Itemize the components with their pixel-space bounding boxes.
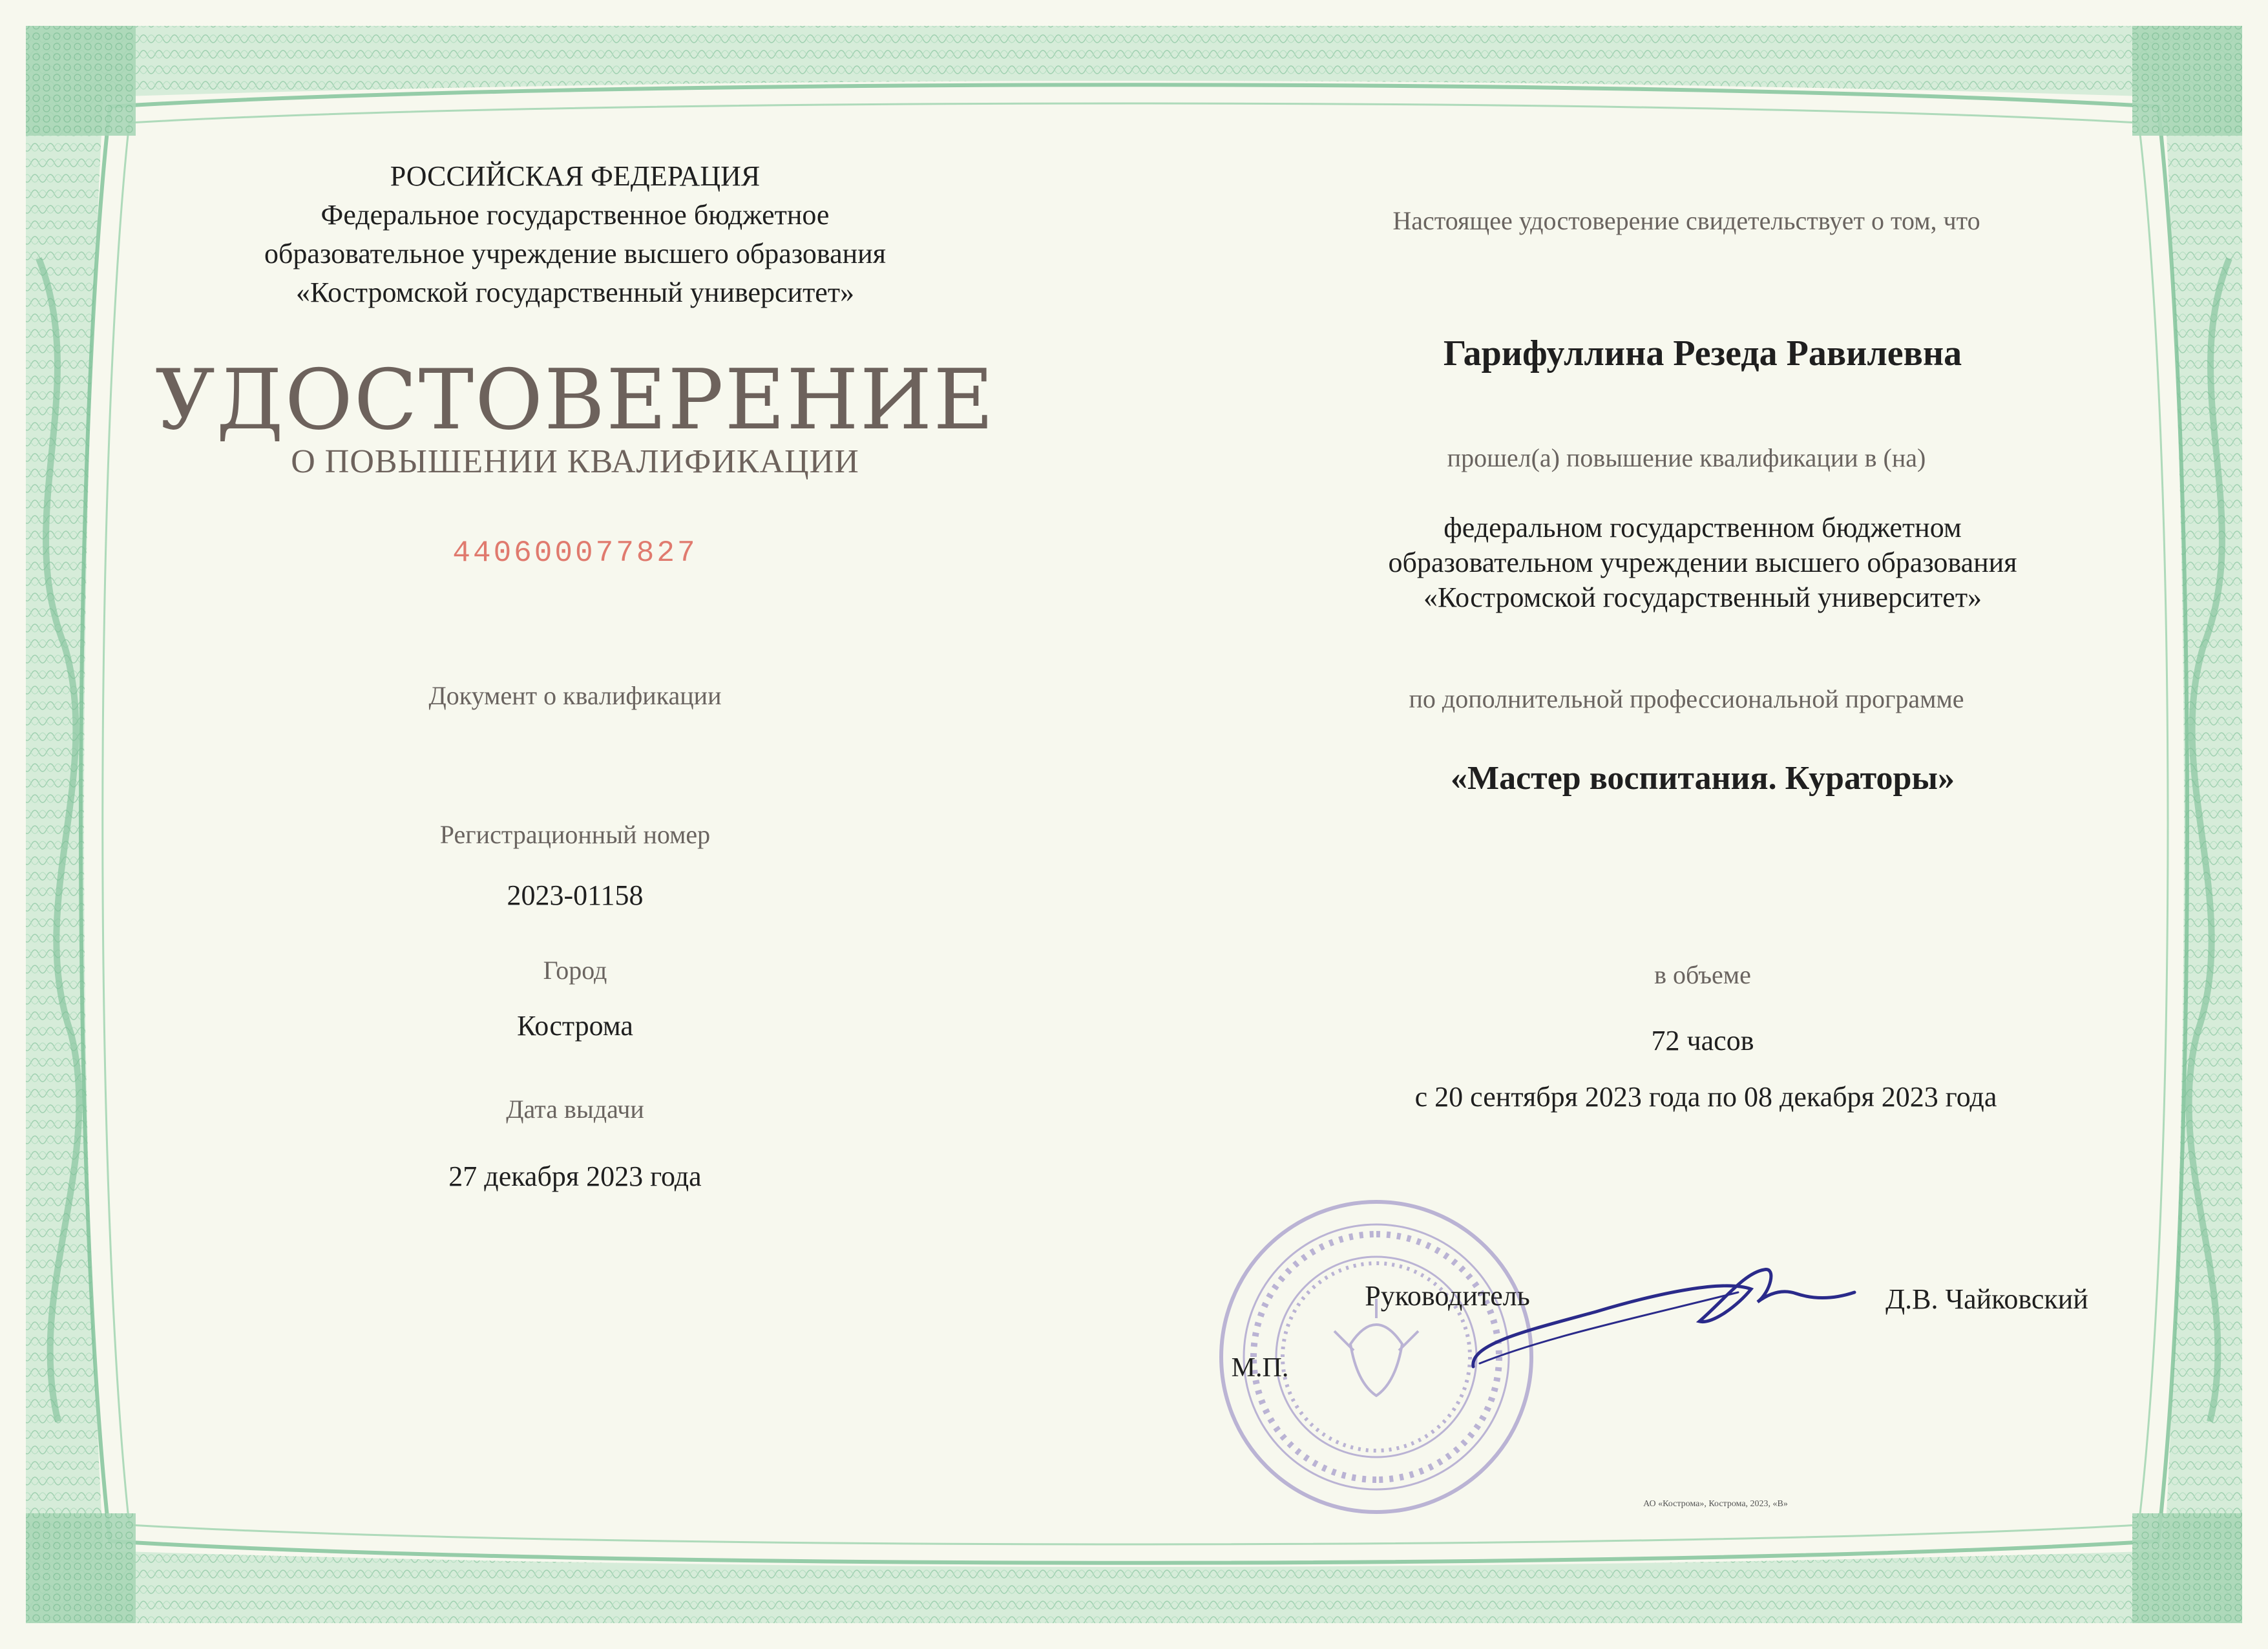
- institution-line-1: Федеральное государственное бюджетное: [320, 199, 830, 231]
- org-line-1: федеральном государственном бюджетном: [1444, 512, 1962, 543]
- serial-number: 440600077827: [452, 536, 698, 570]
- reg-number-label: Регистрационный номер: [439, 820, 711, 849]
- issue-date-value: 27 декабря 2023 года: [448, 1161, 702, 1192]
- city-label: Город: [543, 956, 607, 985]
- program-label: по дополнительной профессиональной программе: [1409, 684, 1964, 713]
- signature: [1467, 1254, 1867, 1383]
- person-name: Гарифуллина Резеда Равилевна: [1443, 333, 1962, 373]
- certificate-title: УДОСТОВЕРЕНИЕ: [155, 352, 995, 448]
- stamp-place-label: М.П.: [1231, 1353, 1289, 1383]
- intro-text: Настоящее удостоверение свидетельствует о том, что: [1392, 206, 1980, 235]
- program-name: «Мастер воспитания. Кураторы»: [1450, 760, 1955, 797]
- issue-date-label: Дата выдачи: [506, 1095, 644, 1124]
- reg-number-value: 2023-01158: [507, 879, 644, 911]
- institution-line-3: «Костромской государственный университет»: [295, 277, 855, 308]
- completed-label: прошел(а) повышение квалификации в (на): [1447, 443, 1926, 472]
- country-heading: РОССИЙСКАЯ ФЕДЕРАЦИЯ: [390, 160, 761, 192]
- head-name: Д.В. Чайковский: [1885, 1283, 2088, 1315]
- hours-value: 72 часов: [1651, 1025, 1754, 1056]
- city-value: Кострома: [517, 1010, 633, 1042]
- study-period: с 20 сентября 2023 года по 08 декабря 2023 года: [1414, 1081, 1997, 1113]
- volume-label: в объеме: [1654, 960, 1751, 989]
- org-line-3: «Костромской государственный университет»: [1423, 582, 1982, 613]
- printer-note: АО «Кострома», Кострома, 2023, «В»: [1643, 1499, 1788, 1509]
- head-label: Руководитель: [1365, 1280, 1530, 1312]
- institution-line-2: образовательное учреждение высшего образования: [264, 238, 886, 269]
- org-line-2: образовательном учреждении высшего образования: [1388, 547, 2017, 578]
- doc-type-label: Документ о квалификации: [428, 681, 722, 710]
- certificate-subtitle: О ПОВЫШЕНИИ КВАЛИФИКАЦИИ: [291, 443, 859, 480]
